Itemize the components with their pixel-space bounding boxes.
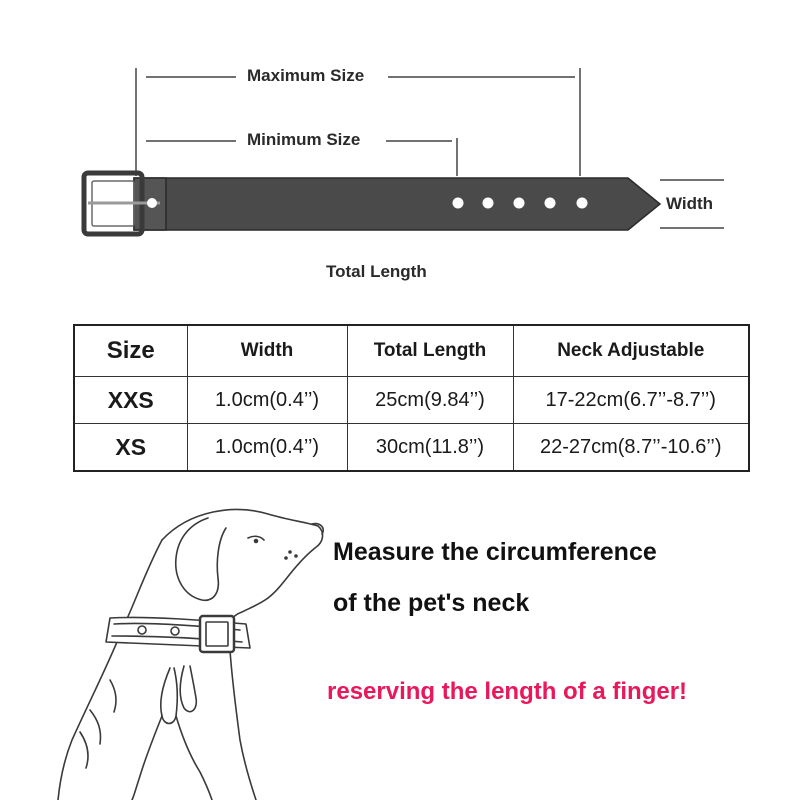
strap-hole [545, 198, 556, 209]
strap-hole [453, 198, 464, 209]
header-width: Width [187, 325, 347, 377]
strap-hole [483, 198, 494, 209]
neck-adjustable-cell: 22-27cm(8.7’’-10.6’’) [513, 424, 749, 472]
size-cell: XS [74, 424, 187, 472]
table-header-row [74, 325, 749, 377]
total-length-label: Total Length [322, 262, 431, 282]
header-size: Size [74, 325, 187, 377]
width-cell: 1.0cm(0.4’’) [187, 424, 347, 472]
strap-hole [577, 198, 588, 209]
table-row [74, 424, 749, 472]
total-length-cell: 25cm(9.84’’) [347, 377, 513, 424]
instruction-line-2: of the pet's neck [333, 589, 530, 617]
header-neck-adjustable: Neck Adjustable [513, 325, 749, 377]
width-label: Width [662, 194, 717, 214]
instruction-line-1: Measure the circumference [333, 538, 657, 566]
strap-hole [514, 198, 525, 209]
maximum-size-label: Maximum Size [243, 66, 368, 86]
strap-hole [147, 198, 157, 208]
size-cell: XXS [74, 377, 187, 424]
width-cell: 1.0cm(0.4’’) [187, 377, 347, 424]
minimum-size-label: Minimum Size [243, 130, 364, 150]
neck-adjustable-cell: 17-22cm(6.7’’-8.7’’) [513, 377, 749, 424]
total-length-cell: 30cm(11.8’’) [347, 424, 513, 472]
header-total-length: Total Length [347, 325, 513, 377]
size-table [73, 324, 750, 472]
instruction-line-3: reserving the length of a finger! [327, 678, 688, 705]
dog-with-collar-icon [50, 500, 340, 800]
table-row [74, 377, 749, 424]
